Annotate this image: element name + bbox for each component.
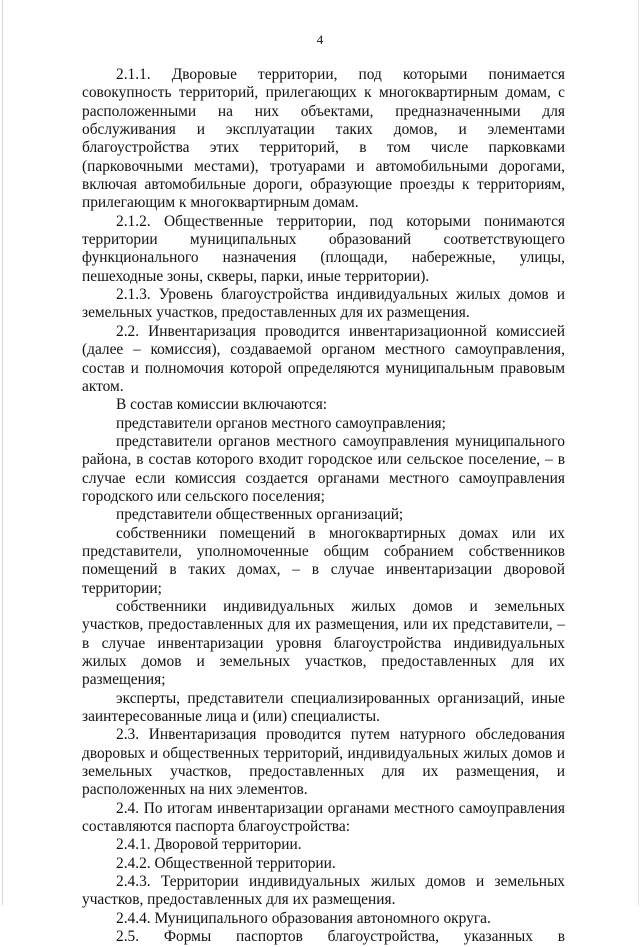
page-edge-right [638, 0, 639, 905]
paragraph-commission-member-6: эксперты, представители специализированных организаций, иные заинтересованные лица и (или) специалисты. [82, 689, 565, 726]
paragraph-2-4-4: 2.4.4. Муниципального образования автономного округа. [116, 909, 491, 927]
paragraph-2-5: 2.5. Формы паспортов благоустройства, указанных в [116, 928, 565, 946]
paragraph-commission-member-1: представители органов местного самоуправления; [116, 414, 446, 432]
paragraph-commission-member-2: представители органов местного самоуправления муниципального района, в состав которого входит городское или сельское поселение, – в случае если комиссия создается органами местного самоуправления городского или сельского поселения; [82, 432, 565, 505]
paragraph-commission-member-5: собственники индивидуальных жилых домов и земельных участков, предоставленных для их размещения, или их представители, – в случае инвентаризации уровня благоустройства индивидуальных жилых домов и земельных участков, предоставленных для их размещения; [82, 597, 565, 689]
paragraph-commission-member-3: представители общественных организаций; [116, 506, 404, 524]
paragraph-2-4-3: 2.4.3. Территории индивидуальных жилых домов и земельных участков, предоставленных для их размещения. [82, 873, 565, 909]
paragraph-2-2: 2.2. Инвентаризация проводится инвентаризационной комиссией (далее – комиссия), создаваемой органом местного самоуправления, состав и полномочия которой определяются муниципальным правовым актом. [82, 322, 565, 395]
paragraph-2-4: 2.4. По итогам инвентаризации органами местного самоуправления составляются паспорта благоустройства: [82, 799, 565, 836]
paragraph-commission-member-4: собственники помещений в многоквартирных домах или их представители, уполномоченные общим собранием собственников помещений в таких домах, – в случае инвентаризации дворовой территории; [82, 524, 565, 597]
paragraph-2-1-2: 2.1.2. Общественные территории, под которыми понимаются территории муниципальных образований соответствующего функционального назначения (площади, набережные, улицы, пешеходные зоны, скверы, парки, иные территории). [82, 212, 565, 285]
paragraph-2-4-2: 2.4.2. Общественной территории. [116, 854, 336, 872]
paragraph-2-3: 2.3. Инвентаризация проводится путем натурного обследования дворовых и общественных территорий, индивидуальных жилых домов и земельных участков, предоставленных для их размещения, и расположенных на них элементов. [82, 726, 565, 799]
paragraph-2-1-3: 2.1.3. Уровень благоустройства индивидуальных жилых домов и земельных участков, предоставленных для их размещения. [82, 286, 565, 322]
paragraph-2-4-1: 2.4.1. Дворовой территории. [116, 836, 302, 854]
page-number: 4 [316, 32, 324, 47]
paragraph-commission-intro: В состав комиссии включаются: [116, 396, 328, 414]
page-edge-left [2, 0, 3, 905]
paragraph-2-1-1: 2.1.1. Дворовые территории, под которыми понимается совокупность территорий, прилегающих к многоквартирным домам, с расположенными на них объектами, предназначенными для обслуживания и эксплуатации таких домов, и элементами благоустройства этих территорий, в том числе парковками (парковочными местами), тротуарами и автомобильными дорогами, включая автомобильные дороги, образующие проезды к территориям, прилегающим к многоквартирным домам. [82, 66, 565, 212]
document-body [82, 66, 565, 947]
